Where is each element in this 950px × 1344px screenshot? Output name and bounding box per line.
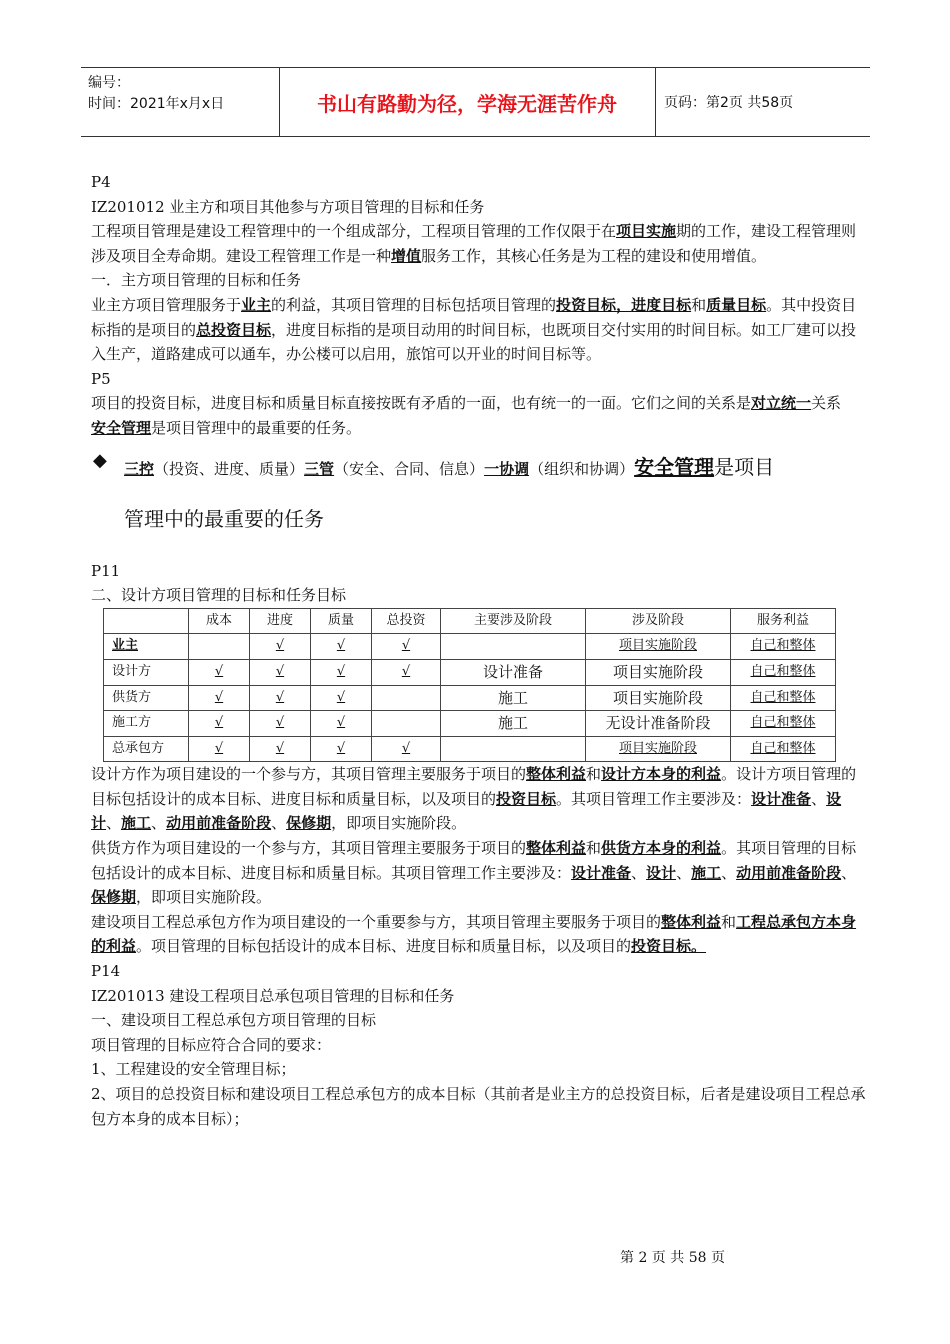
gc-heading: 一、建设项目工程总承包方项目管理的目标 [91, 1011, 377, 1030]
contractor-paragraph [91, 910, 871, 959]
emphasis: 整体利益 [526, 765, 587, 784]
header-page-info: 页码：第2页 共58页 [664, 95, 794, 111]
text: 、 [721, 863, 737, 882]
table-cell: √ [250, 711, 311, 737]
table-cell: 设计准备 [441, 659, 586, 685]
gc-item-1: 1、工程建设的安全管理目标； [91, 1060, 296, 1079]
text: （安全、合同、信息） [334, 459, 485, 478]
table-cell: √ [250, 685, 311, 711]
gc-line: 项目管理的目标应符合合同的要求： [91, 1035, 332, 1054]
header-motto: 书山有路勤为径，学海无涯苦作舟 [279, 68, 656, 136]
table-cell: 业主 [104, 634, 189, 660]
table-cell: √ [311, 685, 372, 711]
safety-paragraph [91, 416, 871, 441]
table-cell: 项目实施阶段 [586, 634, 731, 660]
key-point-bullet [91, 449, 871, 485]
text: 和 [721, 912, 737, 931]
emphasis: 投资目标 [556, 295, 617, 314]
table-cell: √ [311, 659, 372, 685]
table-cell [441, 736, 586, 762]
relation-paragraph [91, 391, 871, 416]
emphasis: 总投资目标 [196, 320, 272, 339]
table-header-cell: 成本 [189, 608, 250, 634]
text: 设计方作为项目建设的一个参与方，其项目管理主要服务于项目的 [91, 765, 527, 784]
text: ，进度目标指的是项目动用的时间目标，也既项目交付实用的时间目标。如工厂建可以投入生产，道路建成可以通车，办公楼可以启用，旅馆可以开业的时间目标等。 [91, 320, 857, 364]
number-label: 编号： [88, 75, 130, 91]
table-cell: √ [189, 685, 250, 711]
emphasis: 施工 [691, 863, 722, 882]
text: 、 [841, 863, 857, 882]
table-cell: √ [372, 659, 441, 685]
table-header-row [104, 608, 836, 634]
table-cell: 自己和整体 [731, 711, 836, 737]
text: 关系 [811, 394, 842, 413]
gc-item-2: 2、项目的总投资目标和建设项目工程总承包方的成本目标（其前者是业主方的总投资目标，后者是建设项目工程总承包方本身的成本目标）； [91, 1085, 866, 1128]
emphasis: 增值 [391, 246, 422, 265]
section-title-2: IZ201013 建设工程项目总承包项目管理的目标和任务 [91, 986, 455, 1005]
emphasis: 一协调 [484, 459, 530, 478]
table-cell: 施工 [441, 685, 586, 711]
emphasis: 安全管理 [91, 418, 152, 437]
table-cell: √ [372, 736, 441, 762]
text: 项目的投资目标，进度目标和质量目标直接按既有矛盾的一面，也有统一的一面。它们之间的关系是 [91, 394, 752, 413]
table-cell: 项目实施阶段 [586, 659, 731, 685]
bullet-continuation: 管理中的最重要的任务 [124, 506, 324, 531]
table-cell: 项目实施阶段 [586, 685, 731, 711]
table-cell: √ [250, 634, 311, 660]
text: 和 [586, 765, 602, 784]
emphasis: 设计准备 [571, 863, 632, 882]
section-title: IZ201012 业主方和项目其他参与方项目管理的目标和任务 [91, 197, 485, 216]
emphasis: 投资目标 [496, 789, 557, 808]
emphasis: 设计方本身的利益 [601, 765, 722, 784]
emphasis: 三管 [304, 459, 335, 478]
table-cell: 总承包方 [104, 736, 189, 762]
text: 建设项目工程总承包方作为项目建设的一个重要参与方，其项目管理主要服务于项目的 [91, 912, 662, 931]
designer-paragraph [91, 762, 871, 836]
table-header-cell: 主要涉及阶段 [441, 608, 586, 634]
owner-heading: 一．主方项目管理的目标和任务 [91, 271, 302, 290]
page-ref-p5: P5 [91, 369, 111, 388]
text: 、 [151, 814, 167, 833]
text: 是项目 [714, 454, 775, 479]
text: 。设计方项目管理的目标包括设计的成本目标、进度目标和质量目标，以及项目的 [91, 765, 857, 808]
emphasis: 设计准备 [751, 789, 812, 808]
text: 服务工作，其核心任务是为工程的建设和使用增值。 [421, 246, 767, 265]
text: 、 [631, 863, 647, 882]
emphasis: 进度目标 [631, 295, 692, 314]
table-cell: 施工方 [104, 711, 189, 737]
emphasis: 项目实施 [616, 222, 677, 241]
table-cell: 自己和整体 [731, 685, 836, 711]
table-cell [372, 685, 441, 711]
text: ，即项目实施阶段。 [136, 888, 272, 907]
table-header-cell [104, 608, 189, 634]
table-header-cell: 服务利益 [731, 608, 836, 634]
table-row [104, 736, 836, 762]
table-cell: 项目实施阶段 [586, 736, 731, 762]
text: （投资、进度、质量） [154, 459, 305, 478]
text: 是项目管理中的最重要的任务。 [151, 418, 362, 437]
table-cell: √ [372, 634, 441, 660]
supplier-paragraph [91, 836, 871, 910]
emphasis: 工程总承包方本身的利益 [91, 912, 857, 956]
page-ref-p4: P4 [91, 173, 111, 191]
header-meta [81, 68, 280, 136]
emphasis: 质量目标 [706, 295, 767, 314]
diamond-bullet-icon: ◆ [93, 449, 107, 471]
text: 和 [691, 295, 707, 314]
page-header [81, 67, 870, 137]
emphasis: 供货方本身的利益 [601, 839, 722, 858]
emphasis: ， [616, 295, 632, 314]
design-heading: 二、设计方项目管理的目标和任务目标 [91, 586, 347, 605]
table-cell: √ [189, 659, 250, 685]
table-header-cell: 涉及阶段 [586, 608, 731, 634]
text: 的利益，其项目管理的目标包括项目管理的 [271, 295, 557, 314]
emphasis: 投资目标。 [631, 937, 707, 956]
emphasis: 对立统一 [751, 394, 812, 413]
text: 业主方项目管理服务于 [91, 295, 242, 314]
table-row [104, 634, 836, 660]
text: 供货方作为项目建设的一个参与方，其项目管理主要服务于项目的 [91, 839, 527, 858]
table-header-cell: 质量 [311, 608, 372, 634]
emphasis: 动用前准备阶段 [166, 814, 272, 833]
text: 、 [676, 863, 692, 882]
text: （组织和协调） [529, 459, 635, 478]
table-cell: √ [250, 736, 311, 762]
table-cell: √ [189, 736, 250, 762]
table-header-cell: 进度 [250, 608, 311, 634]
table-cell: √ [311, 736, 372, 762]
emphasis: 保修期 [286, 814, 332, 833]
emphasis: 设计 [91, 789, 842, 833]
table-row [104, 711, 836, 737]
page-ref-p11: P11 [91, 561, 121, 580]
page-ref-p14: P14 [91, 962, 121, 981]
table-header-cell: 总投资 [372, 608, 441, 634]
text: 。其项目管理的目标包括设计的成本目标、进度目标和质量目标。其项目管理工作主要涉及： [91, 839, 857, 882]
emphasis: 整体利益 [661, 912, 722, 931]
table-cell: 供货方 [104, 685, 189, 711]
text: 期的工作，建设工程管理则涉及项目全寿命期。建设工程管理工作是一种 [91, 222, 857, 265]
text: 工程项目管理是建设工程管理中的一个组成部分，工程项目管理的工作仅限于在 [91, 222, 617, 241]
table-cell: 自己和整体 [731, 634, 836, 660]
table-cell: √ [311, 711, 372, 737]
table-cell [189, 634, 250, 660]
table-row [104, 685, 836, 711]
emphasis: 保修期 [91, 888, 137, 907]
document-body [91, 170, 871, 1131]
intro-paragraph [91, 219, 871, 268]
text: 。项目管理的目标包括设计的成本目标、进度目标和质量目标，以及项目的 [136, 937, 632, 956]
party-objectives-table [103, 608, 836, 763]
text: 和 [586, 839, 602, 858]
table-cell: √ [311, 634, 372, 660]
table-cell: √ [189, 711, 250, 737]
table-cell [372, 711, 441, 737]
table-cell: 自己和整体 [731, 659, 836, 685]
table-cell: 设计方 [104, 659, 189, 685]
table-cell: √ [250, 659, 311, 685]
emphasis: 施工 [121, 814, 152, 833]
emphasis: 三控 [124, 459, 155, 478]
text: ，即项目实施阶段。 [331, 814, 467, 833]
text: 、 [106, 814, 122, 833]
emphasis: 设计 [646, 863, 677, 882]
owner-paragraph [91, 293, 871, 367]
table-cell: 自己和整体 [731, 736, 836, 762]
date-label: 时间：2021年x月x日 [88, 96, 225, 112]
text: 。其项目管理工作主要涉及： [556, 789, 752, 808]
text: 、 [271, 814, 287, 833]
text: 。其中投资目标指的是项目的 [91, 295, 857, 339]
table-cell: 无设计准备阶段 [586, 711, 731, 737]
emphasis: 动用前准备阶段 [736, 863, 842, 882]
table-cell [441, 634, 586, 660]
text: 、 [811, 789, 827, 808]
emphasis: 整体利益 [526, 839, 587, 858]
table-row [104, 659, 836, 685]
page-footer: 第 2 页 共 58 页 [620, 1250, 725, 1266]
emphasis: 业主 [241, 295, 272, 314]
table-cell: 施工 [441, 711, 586, 737]
emphasis: 安全管理 [634, 454, 715, 479]
